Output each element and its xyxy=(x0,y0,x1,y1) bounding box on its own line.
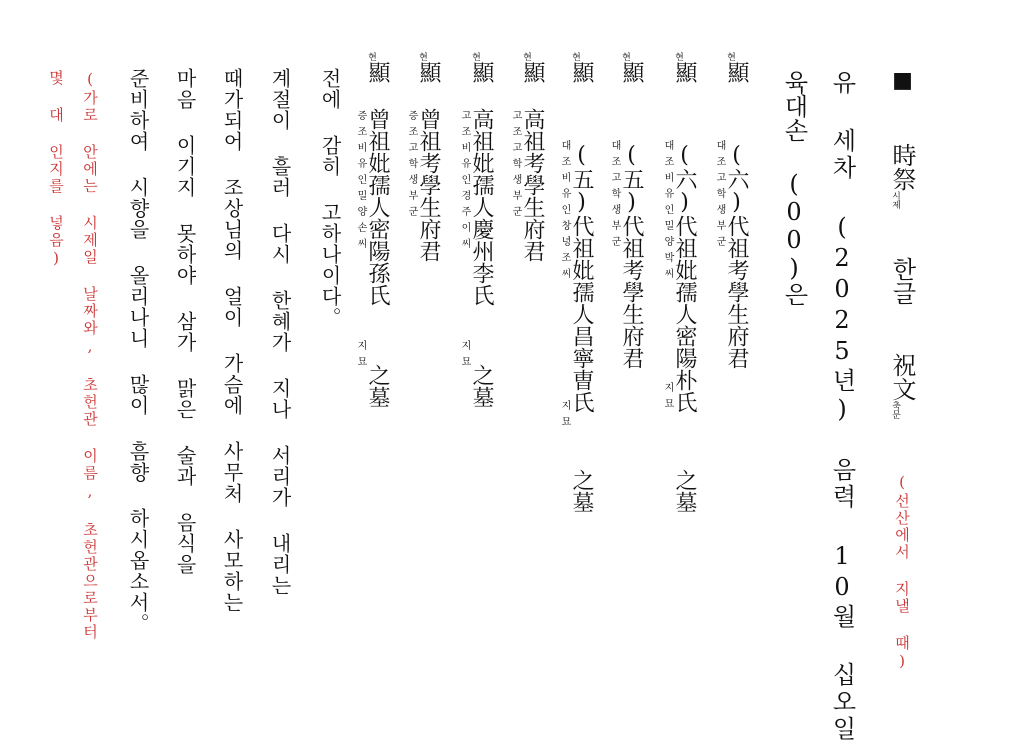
grave-reading-7: 증조고학생부군 xyxy=(406,110,417,222)
note-line-2: 몇 대 인지를 넣음) xyxy=(47,70,65,269)
grave-tail-reading-4: 지묘 xyxy=(559,400,570,432)
grave-reading-8: 증조비유인밀양손씨 xyxy=(355,110,366,254)
title-hanja-chukmun: 祝文 xyxy=(888,353,916,401)
title-column xyxy=(890,68,914,672)
grave-tail-reading-6: 지묘 xyxy=(459,340,470,372)
grave-reading-1: 대조고학생부군 xyxy=(714,140,725,252)
grave-line-5: 현顯 高祖考學生府君 xyxy=(520,52,545,262)
grave-line-7: 현顯 曾祖考學生府君 xyxy=(416,52,441,262)
grave-line-6: 현顯 高祖妣孺人慶州李氏 之墓 xyxy=(469,52,494,408)
grave-reading-4: 대조비유인창녕조씨 xyxy=(559,140,570,284)
grave-line-2: 현顯 (六)代祖妣孺人密陽朴氏 之墓 xyxy=(672,52,697,513)
grave-line-1: 현顯 (六)代祖考學生府君 xyxy=(724,52,749,369)
grave-reading-6: 고조비유인경주이씨 xyxy=(459,110,470,254)
note-line-1: (가로 안에는 시제일 날짜와, 초헌관 이름, 초헌관으로부터 xyxy=(81,70,99,641)
grave-line-8: 현顯 曾祖妣孺人密陽孫氏 之墓 xyxy=(365,52,390,408)
title-note: (선산에서 지낼 때) xyxy=(893,473,911,672)
body-line-5: 준비하여 시향을 올리나니 많이 흠향 하시옵소서。 xyxy=(126,68,150,634)
date-line: 유 세차 (2025년) 음력 10월 십오일 xyxy=(828,70,856,743)
body-line-2: 계절이 흘러 다시 한혜가 지나 서리가 내리는 xyxy=(268,68,292,596)
grave-line-3: 현顯 (五)代祖考學生府君 xyxy=(619,52,644,369)
descendant-line: 육대손 (00)은 xyxy=(780,70,808,306)
body-line-3: 때가되어 조상님의 얼이 가슴에 사무처 사모하는 xyxy=(220,68,244,613)
grave-reading-5: 고조고학생부군 xyxy=(510,110,521,222)
body-line-1: 전에 감히 고하나이다。 xyxy=(318,68,342,328)
title-reading-sije: 시제 xyxy=(890,191,900,209)
title-hanja-sije: 時祭 xyxy=(888,143,916,191)
grave-reading-2: 대조비유인밀양박씨 xyxy=(662,140,673,284)
grave-tail-reading-2: 지묘 xyxy=(662,382,673,414)
grave-tail-reading-8: 지묘 xyxy=(355,340,366,372)
title-reading-chukmun: 축문 xyxy=(890,401,900,419)
grave-reading-3: 대조고학생부군 xyxy=(609,140,620,252)
body-line-4: 마음 이기지 못하야 삼가 맑은 술과 음식을 xyxy=(173,68,197,575)
grave-line-4: 현顯 (五)代祖妣孺人昌寧曺氏 之墓 xyxy=(569,52,594,513)
square-marker-icon: ■ xyxy=(890,68,915,93)
title-hangul: 한글 xyxy=(888,257,916,305)
